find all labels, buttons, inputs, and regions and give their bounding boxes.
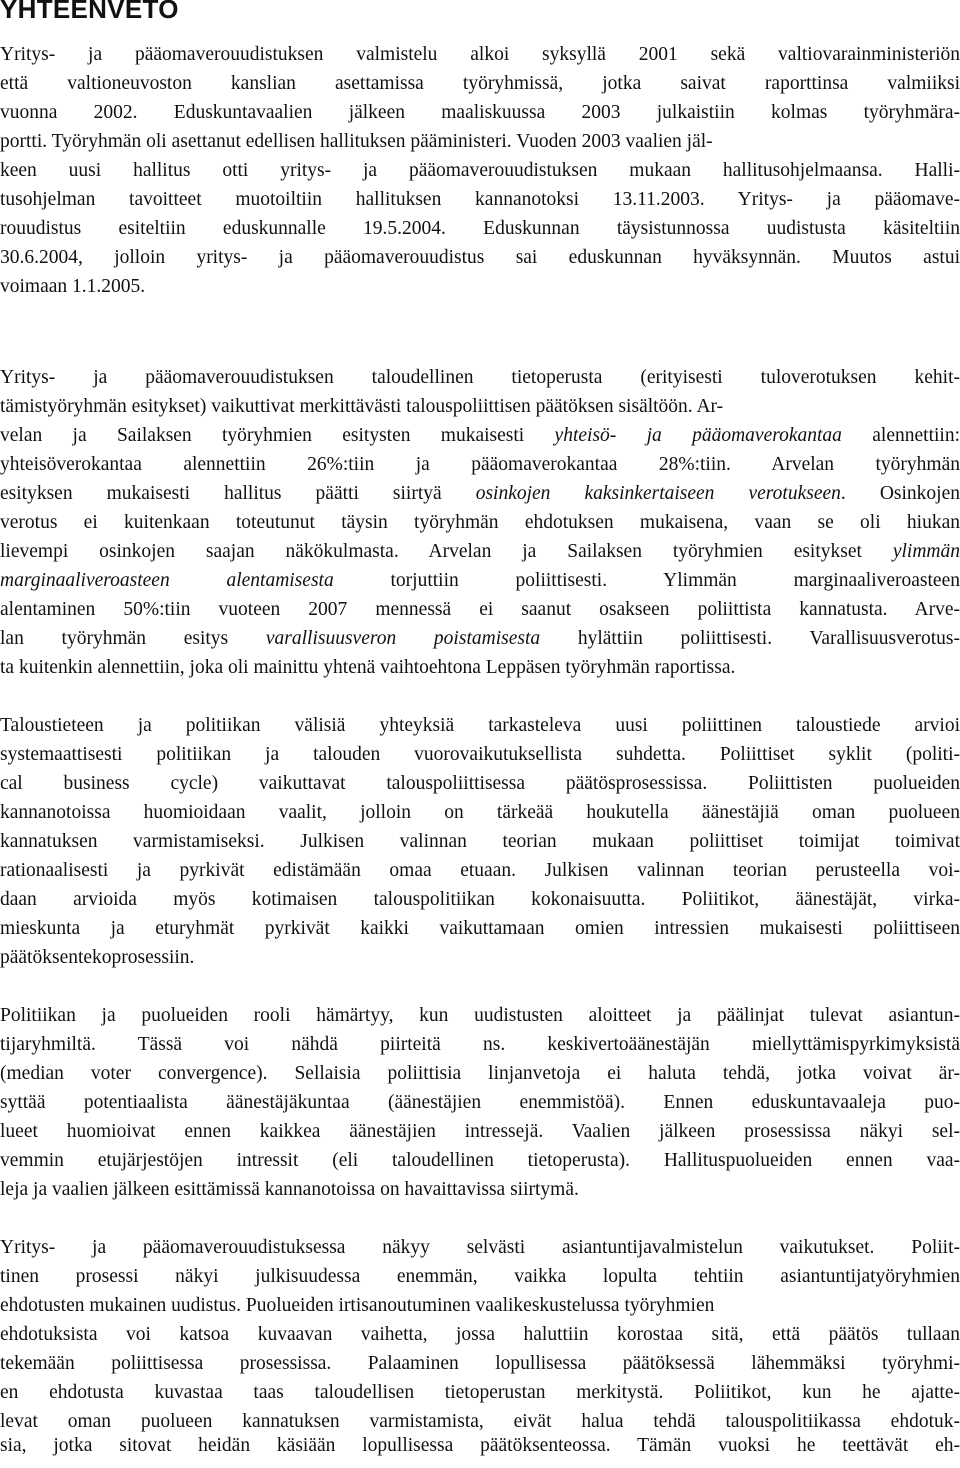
text-line xyxy=(0,1291,960,1320)
text-line xyxy=(0,156,960,185)
text-line xyxy=(0,566,960,595)
text-run: tusohjelman tavoitteet muotoiltiin hallituksen kannanotoksi 13.11.2003. Yritys- ja pääomave- xyxy=(0,189,960,210)
text-run: voimaan 1.1.2005. xyxy=(0,276,146,297)
paragraph-5 xyxy=(0,1233,960,1456)
text-run: en ehdotusta kuvastaa taas taloudellisen tietoperustan merkitystä. Poliitikot, kun he ajatte- xyxy=(0,1382,960,1403)
text-run: tämistyöryhmän esitykset) vaikuttivat merkittävästi talouspoliittisen päätöksen sisältöön. Ar- xyxy=(0,396,724,417)
text-line xyxy=(0,243,960,272)
text-line xyxy=(0,914,960,943)
text-line xyxy=(0,479,960,508)
text-run: portti. Työryhmän oli asettanut edellisen hallituksen pääministeri. Vuoden 2003 vaalien jäl- xyxy=(0,131,713,152)
text-line xyxy=(0,1436,960,1456)
text-run: esityksen mukaisesti hallitus päätti siirtyä xyxy=(0,483,476,504)
text-line xyxy=(0,1146,960,1175)
text-line xyxy=(0,1088,960,1117)
text-line xyxy=(0,363,960,392)
italic-text: marginaaliveroasteen alentamisesta xyxy=(0,570,334,591)
text-line xyxy=(0,885,960,914)
text-run: cal business cycle) vaikuttavat talouspoliittisessa päätösprosessissa. Poliittisten puolueiden xyxy=(0,773,960,794)
text-line xyxy=(0,214,960,243)
text-line xyxy=(0,798,960,827)
text-line xyxy=(0,1059,960,1088)
page-title: YHTEENVETO xyxy=(0,0,179,24)
text-line xyxy=(0,856,960,885)
text-line xyxy=(0,827,960,856)
text-run: sia, jotka sitovat heidän käsiään lopullisessa päätöksenteossa. Tämän vuoksi he teettävät eh- xyxy=(0,1436,960,1456)
text-line xyxy=(0,653,960,682)
text-run: syttää potentiaalista äänestäjäkuntaa (äänestäjien enemmistöä). Ennen eduskuntavaaleja puo- xyxy=(0,1092,960,1113)
text-run: lueet huomioivat ennen kaikkea äänestäjien intressejä. Vaalien jälkeen prosessissa näkyi sel- xyxy=(0,1121,960,1142)
text-run: lievempi osinkojen saajan näkökulmasta. Arvelan ja Sailaksen työryhmien esitykset xyxy=(0,541,893,562)
text-line xyxy=(0,1030,960,1059)
italic-text: yhteisö- ja pääomaverokantaa xyxy=(554,425,842,446)
text-run: ehdotusten mukainen uudistus. Puolueiden irtisanoutuminen vaalikeskustelussa työryhmien xyxy=(0,1295,715,1316)
text-run: Taloustieteen ja politiikan välisiä yhteyksiä tarkasteleva uusi poliittinen taloustiede arvioi xyxy=(0,715,960,736)
text-run: tinen prosessi näkyi julkisuudessa enemmän, vaikka lopulta tehtiin asiantuntijatyöryhmien xyxy=(0,1266,960,1287)
text-run: Yritys- ja pääomaverouudistuksen valmistelu alkoi syksyllä 2001 sekä valtiovarainministeriön xyxy=(0,44,960,65)
text-line xyxy=(0,769,960,798)
text-run: alennettiin: xyxy=(841,425,960,446)
text-run: daan arvioida myös kotimaisen talouspolitiikan kokonaisuutta. Poliitikot, äänestäjät, virka- xyxy=(0,889,960,910)
text-line xyxy=(0,711,960,740)
text-run: mieskunta ja eturyhmät pyrkivät kaikki vaikuttamaan omien intressien mukaisesti poliittiseen xyxy=(0,918,960,939)
text-run: verotus ei kuitenkaan toteutunut täysin työryhmän ehdotuksen mukaisena, vaan se oli hiukan xyxy=(0,512,960,533)
text-run: tekemään poliittisessa prosessissa. Palaaminen lopullisessa päätöksessä lähemmäksi työryhmi- xyxy=(0,1353,960,1374)
text-run: rouudistus esiteltiin eduskunnalle 19.5.2004. Eduskunnan täysistunnossa uudistusta käsiteltiin xyxy=(0,218,960,239)
text-run: vemmin etujärjestöjen intressit (eli taloudellinen tietoperusta). Hallituspuolueiden ennen vaa- xyxy=(0,1150,960,1171)
text-line xyxy=(0,185,960,214)
text-run: velan ja Sailaksen työryhmien esitysten mukaisesti xyxy=(0,425,555,446)
text-run: hylättiin poliittisesti. Varallisuusverotus- xyxy=(540,628,960,649)
text-run: torjuttiin poliittisesti. Ylimmän marginaaliveroasteen xyxy=(333,570,960,591)
text-run: keen uusi hallitus otti yritys- ja pääomaverouudistuksen mukaan hallitusohjelmaansa. Halli- xyxy=(0,160,960,181)
italic-text: ylimmän xyxy=(892,541,960,562)
text-run: levat oman puolueen kannatuksen varmistamista, eivät halua tehdä talouspolitiikassa ehdotuk- xyxy=(0,1411,960,1432)
text-line xyxy=(0,450,960,479)
italic-text: varallisuusveron poistamisesta xyxy=(265,628,541,649)
text-line xyxy=(0,1233,960,1262)
paragraph-2 xyxy=(0,363,960,682)
text-line xyxy=(0,595,960,624)
text-line xyxy=(0,40,960,69)
text-run: Yritys- ja pääomaverouudistuksen taloudellinen tietoperusta (erityisesti tuloverotuksen kehit- xyxy=(0,367,960,388)
text-line xyxy=(0,508,960,537)
paragraph-4 xyxy=(0,1001,960,1204)
text-line xyxy=(0,1349,960,1378)
text-line xyxy=(0,1262,960,1291)
text-run: kannanotoissa huomioidaan vaalit, jolloin on tärkeää houkutella äänestäjiä oman puolueen xyxy=(0,802,960,823)
text-line xyxy=(0,1407,960,1436)
text-line xyxy=(0,127,960,156)
text-line xyxy=(0,98,960,127)
text-run: . Osinkojen xyxy=(840,483,960,504)
text-run: ehdotuksista voi katsoa kuvaavan vaihetta, jossa haluttiin korostaa sitä, että päätös tullaan xyxy=(0,1324,960,1345)
text-run: ta kuitenkin alennettiin, joka oli mainittu yhtenä vaihtoehtona Leppäsen työryhmän raportissa. xyxy=(0,657,736,678)
italic-text: osinkojen kaksinkertaiseen verotukseen xyxy=(475,483,841,504)
text-run: että valtioneuvoston kanslian asettamissa työryhmissä, jotka saivat raporttinsa valmiiksi xyxy=(0,73,960,94)
text-line xyxy=(0,272,960,301)
text-run: Yritys- ja pääomaverouudistuksessa näkyy selvästi asiantuntijavalmistelun vaikutukset. Poliit- xyxy=(0,1237,960,1258)
text-line xyxy=(0,943,960,972)
text-line xyxy=(0,537,960,566)
text-run: tijaryhmiltä. Tässä voi nähdä piirteitä ns. keskivertoäänestäjän miellyttämispyrkimyksistä xyxy=(0,1034,960,1055)
text-line xyxy=(0,1117,960,1146)
text-run: päätöksentekoprosessiin. xyxy=(0,947,195,968)
text-line xyxy=(0,421,960,450)
text-line xyxy=(0,1378,960,1407)
text-line xyxy=(0,624,960,653)
text-line xyxy=(0,1175,960,1204)
text-run: lan työryhmän esitys xyxy=(0,628,266,649)
text-run: systemaattisesti politiikan ja talouden vuorovaikutuksellista suhdetta. Poliittiset syklit (politi- xyxy=(0,744,960,765)
paragraph-1 xyxy=(0,40,960,301)
text-run: (median voter convergence). Sellaisia poliittisia linjanvetoja ei haluta tehdä, jotka voivat är- xyxy=(0,1063,960,1084)
text-run: yhteisöverokantaa alennettiin 26%:tiin ja pääomaverokantaa 28%:tiin. Arvelan työryhmän xyxy=(0,454,960,475)
paragraph-3 xyxy=(0,711,960,972)
text-run: rationaalisesti ja pyrkivät edistämään omaa etuaan. Julkisen valinnan teorian perusteella voi- xyxy=(0,860,960,881)
text-line xyxy=(0,69,960,98)
text-line xyxy=(0,1320,960,1349)
text-run: 30.6.2004, jolloin yritys- ja pääomaverouudistus sai eduskunnan hyväksynnän. Muutos astui xyxy=(0,247,960,268)
text-run: vuonna 2002. Eduskuntavaalien jälkeen maaliskuussa 2003 julkaistiin kolmas työryhmära- xyxy=(0,102,960,123)
text-run: kannatuksen varmistamiseksi. Julkisen valinnan teorian mukaan poliittiset toimijat toimivat xyxy=(0,831,960,852)
text-run: Politiikan ja puolueiden rooli hämärtyy, kun uudistusten aloitteet ja päälinjat tulevat asiantun- xyxy=(0,1005,960,1026)
text-run: leja ja vaalien jälkeen esittämissä kannanotoissa on havaittavissa siirtymä. xyxy=(0,1179,579,1200)
text-line xyxy=(0,1001,960,1030)
text-line xyxy=(0,392,960,421)
text-run: alentaminen 50%:tiin vuoteen 2007 mennessä ei saanut osakseen poliittista kannatusta. Arve- xyxy=(0,599,960,620)
text-line xyxy=(0,740,960,769)
